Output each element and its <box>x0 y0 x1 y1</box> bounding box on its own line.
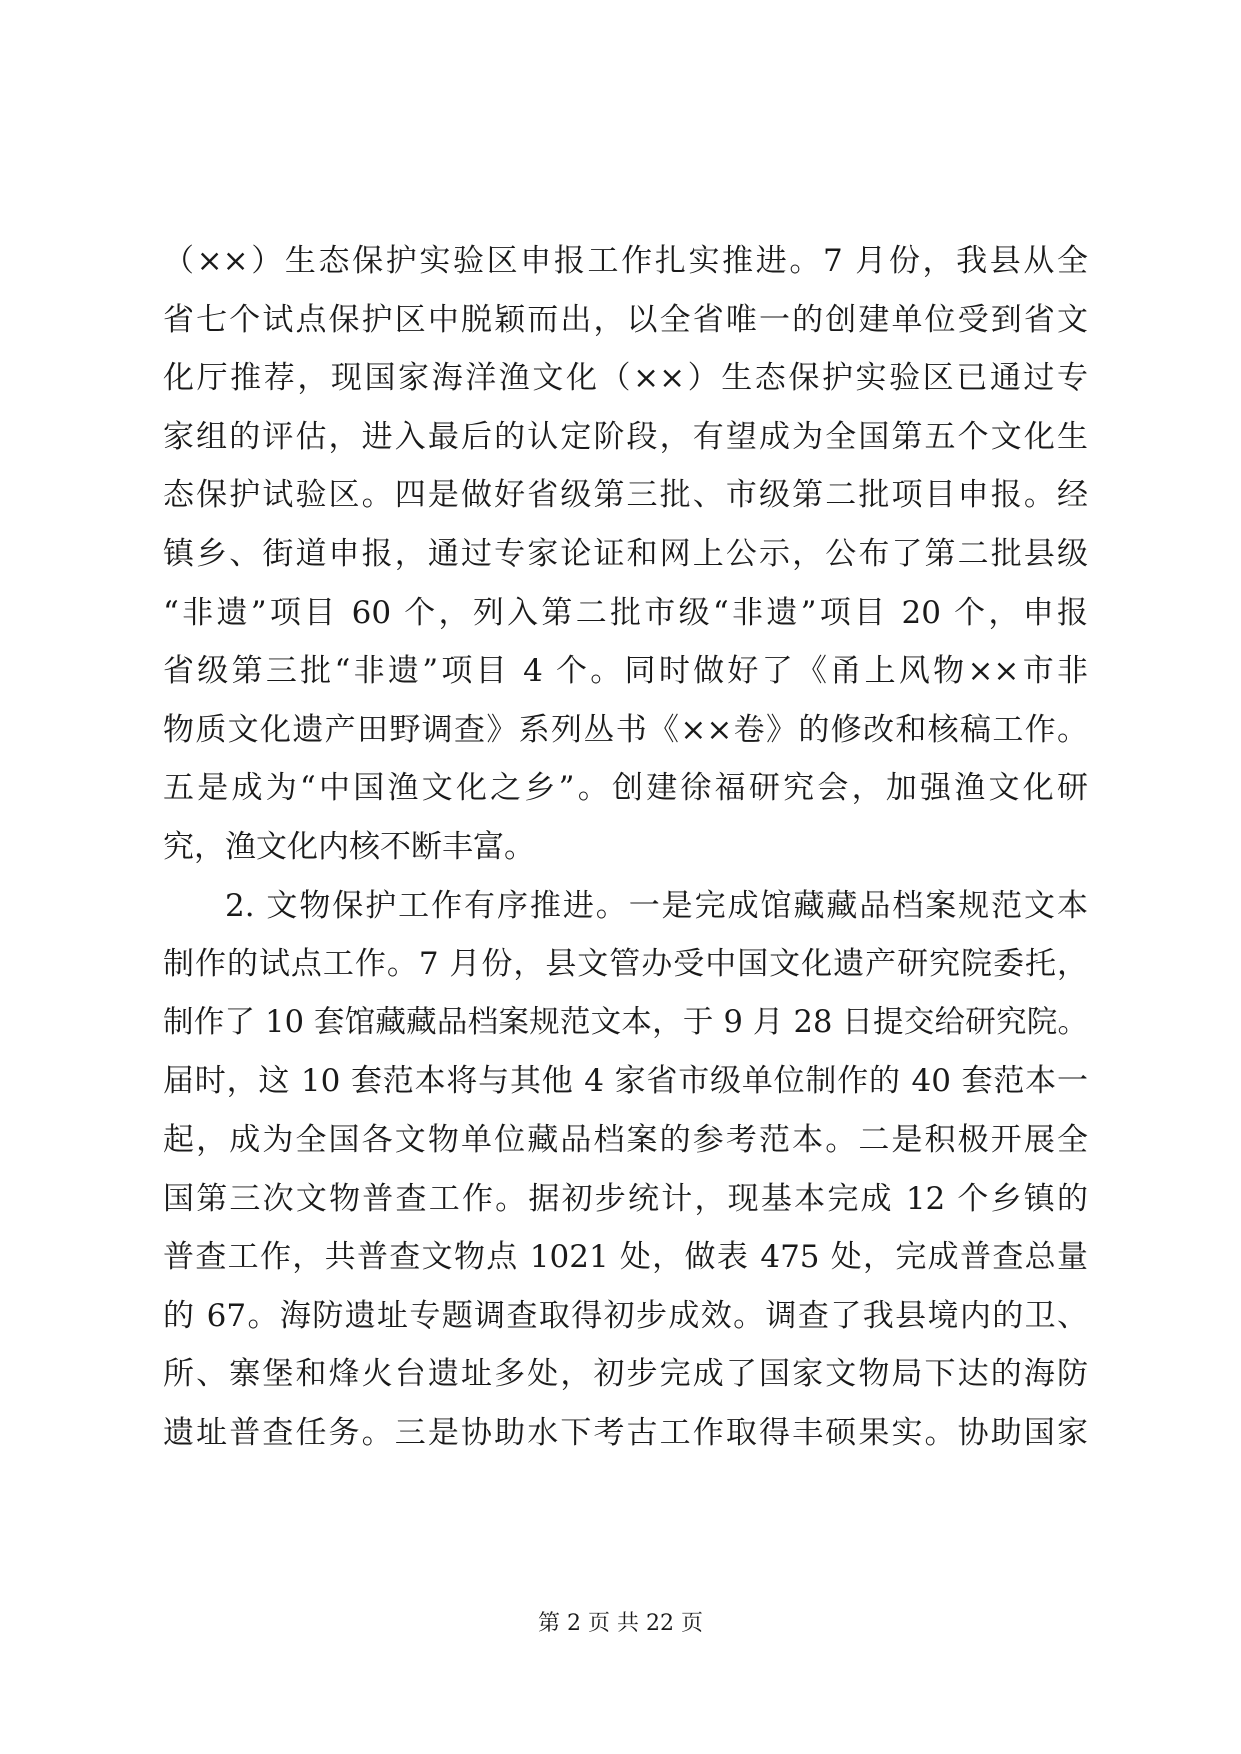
text-line: 制作了 10 套馆藏藏品档案规范文本，于 9 月 28 日提交给研究院。 <box>163 1004 1088 1040</box>
text-line: 究，渔文化内核不断丰富。 <box>163 828 535 865</box>
text-line: 五是成为“中国渔文化之乡”。创建徐福研究会，加强渔文化研 <box>163 770 1088 807</box>
text-line: 态保护试验区。四是做好省级第三批、市级第二批项目申报。经 <box>163 477 1088 514</box>
text-line: 国第三次文物普查工作。据初步统计，现基本完成 12 个乡镇的 <box>163 1180 1088 1217</box>
text-line: 家组的评估，进入最后的认定阶段，有望成为全国第五个文化生 <box>163 418 1088 455</box>
text-line: 遗址普查任务。三是协助水下考古工作取得丰硕果实。协助国家 <box>163 1414 1088 1451</box>
text-line: “非遗”项目 60 个，列入第二批市级“非遗”项目 20 个，申报 <box>163 594 1088 631</box>
text-line: 省级第三批“非遗”项目 4 个。同时做好了《甬上风物××市非 <box>163 653 1088 690</box>
text-line: 所、寨堡和烽火台遗址多处，初步完成了国家文物局下达的海防 <box>163 1356 1088 1393</box>
text-line: 制作的试点工作。7 月份，县文管办受中国文化遗产研究院委托， <box>163 946 1088 983</box>
text-line: （××）生态保护实验区申报工作扎实推进。7 月份，我县从全 <box>163 243 1088 279</box>
text-line: 化厅推荐，现国家海洋渔文化（××）生态保护实验区已通过专 <box>163 360 1088 397</box>
page-footer: 第 2 页 共 22 页 <box>538 1611 703 1636</box>
text-line: 镇乡、街道申报，通过专家论证和网上公示，公布了第二批县级 <box>163 535 1088 572</box>
text-line: 的 67。海防遗址专题调查取得初步成效。调查了我县境内的卫、 <box>163 1297 1088 1334</box>
text-line: 普查工作，共普查文物点 1021 处，做表 475 处，完成普查总量 <box>163 1239 1088 1276</box>
text-line: 省七个试点保护区中脱颖而出，以全省唯一的创建单位受到省文 <box>163 301 1088 338</box>
text-line: 届时，这 10 套范本将与其他 4 家省市级单位制作的 40 套范本一 <box>163 1063 1088 1100</box>
body-text <box>163 232 1088 1462</box>
text-line: 起，成为全国各文物单位藏品档案的参考范本。二是积极开展全 <box>163 1121 1088 1158</box>
text-line: 物质文化遗产田野调查》系列丛书《××卷》的修改和核稿工作。 <box>163 711 1088 748</box>
paragraph-start-line: 2. 文物保护工作有序推进。一是完成馆藏藏品档案规范文本 <box>225 887 1088 924</box>
